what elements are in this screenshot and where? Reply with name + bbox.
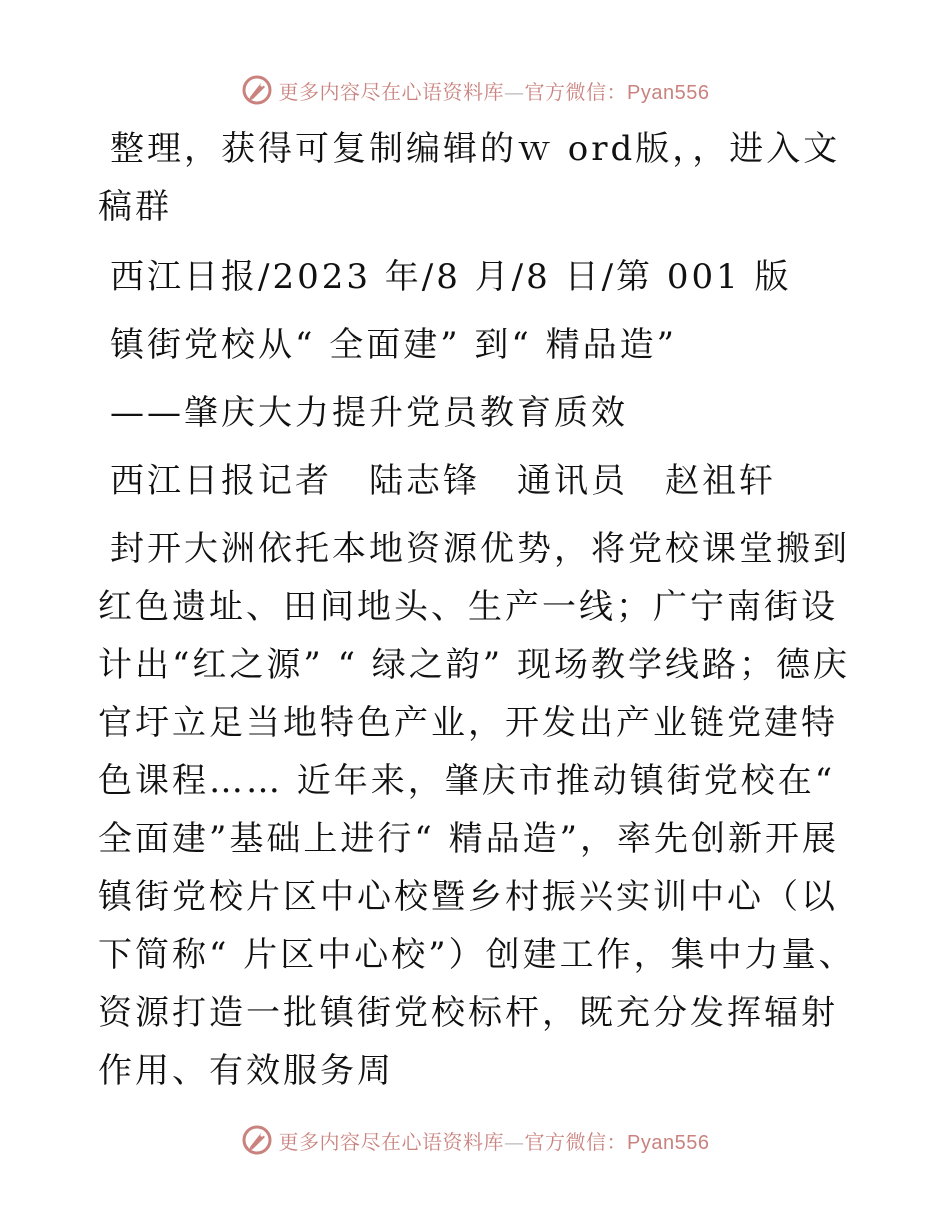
watermark-wechat-label: 官方微信： (524, 1129, 628, 1154)
article-subtitle: ——肇庆大力提升党员教育质效 (110, 393, 628, 433)
watermark-main-text: 更多内容尽在心语资料库 (278, 79, 505, 104)
watermark-wechat-id: Pyan556 (627, 1131, 710, 1154)
source-line: 西江日报/2023 年/8 月/8 日/第 001 版 (110, 257, 792, 297)
article-byline: 西江日报记者 陆志锋 通讯员 赵祖轩 (110, 461, 776, 501)
footer-watermark-banner (0, 1120, 950, 1160)
watermark-separator: — (504, 79, 525, 104)
header-watermark-text (279, 76, 710, 105)
watermark-wechat-label: 官方微信： (524, 79, 628, 104)
footer-watermark-text (279, 1126, 710, 1155)
pen-nib-logo-icon (241, 1124, 273, 1156)
intro-text: 整理，获得可复制编辑的ｗ ord版，，进入文稿群 (98, 129, 841, 227)
document-body (98, 120, 858, 1100)
watermark-separator: — (504, 1129, 525, 1154)
watermark-wechat-id: Pyan556 (627, 81, 710, 104)
article-body-paragraph: 封开大洲依托本地资源优势，将党校课堂搬到红色遗址、田间地头、生产一线；广宁南街设计出“红之源” “ 绿之韵” 现场教学线路；德庆官圩立足当地特色产业，开发出产业链党建特色课程…… 近年来，肇庆市推动镇街党校在“ 全面建”基础上进行“ 精品造”，率先创新开展镇街党校片区中心校暨乡村振兴实训中心（以下简称“ 片区中心校”）创建工作，集中力量、资源打造一批镇街党校标杆，既充分发挥辐射作用、有效服务周 (98, 529, 856, 1091)
pen-nib-logo-icon (241, 74, 273, 106)
header-watermark-banner (0, 70, 950, 110)
watermark-main-text: 更多内容尽在心语资料库 (278, 1129, 505, 1154)
article-title: 镇街党校从“ 全面建” 到“ 精品造” (110, 325, 677, 365)
